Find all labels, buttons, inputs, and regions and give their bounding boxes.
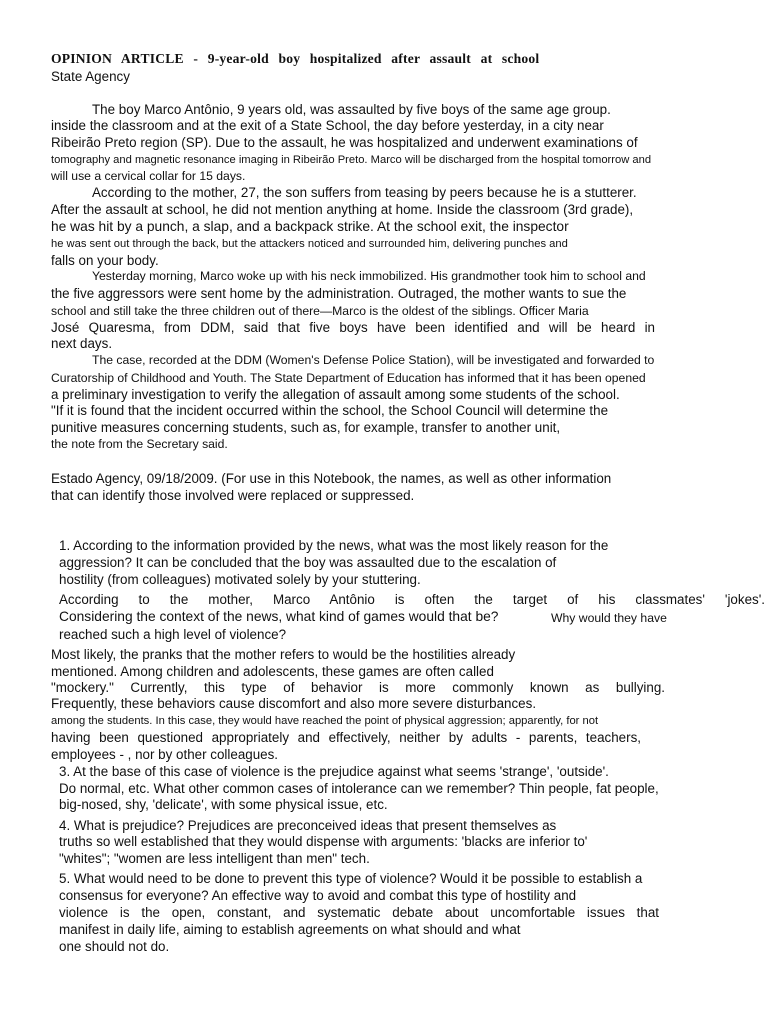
answer-line: aggression? It can be concluded that the boy was assaulted due to the escalation of [59,555,557,570]
article-line: the note from the Secretary said. [51,437,228,451]
answer-line: big-nosed, shy, 'delicate', with some physical issue, etc. [59,797,388,812]
question-3: 3. At the base of this case of violence is the prejudice against what seems 'strange', 'outside'. [59,764,609,779]
answer-line: having been questioned appropriately and effectively, neither by adults - parents, teachers, [51,730,641,745]
credit-line: Estado Agency, 09/18/2009. (For use in this Notebook, the names, as well as other information [51,471,612,486]
answer-line: Frequently, these behaviors cause discomfort and also more severe disturbances. [51,696,537,711]
article-line: Ribeirão Preto region (SP). Due to the assault, he was hospitalized and underwent examinations of [51,135,638,150]
answer-line: Do normal, etc. What other common cases of intolerance can we remember? Thin people, fat people, [59,781,659,796]
question-1: 1. According to the information provided by the news, what was the most likely reason for the [59,538,609,553]
article-line: falls on your body. [51,253,159,268]
answer-line: among the students. In this case, they would have reached the point of physical aggression; apparently, for not [51,715,599,727]
article-line: The case, recorded at the DDM (Women's Defense Police Station), will be investigated and forwarded to [92,353,655,367]
question-line: Why would they have [551,611,667,625]
question-2: According to the mother, Marco Antônio is often the target of his classmates' 'jokes'. [59,592,765,607]
article-line: According to the mother, 27, the son suffers from teasing by peers because he is a stutterer. [92,185,637,200]
answer-line: hostility (from colleagues) motivated solely by your stuttering. [59,572,421,587]
answer-line: employees - , nor by other colleagues. [51,747,279,762]
article-source: State Agency [51,69,130,84]
article-line: he was hit by a punch, a slap, and a backpack strike. At the school exit, the inspector [51,219,569,234]
article-line: Curatorship of Childhood and Youth. The State Department of Education has informed that it has been opened [51,371,646,385]
article-line: the five aggressors were sent home by the administration. Outraged, the mother wants to sue the [51,286,627,301]
article-line: tomography and magnetic resonance imaging in Ribeirão Preto. Marco will be discharged from the hospital tomorrow and [51,154,652,166]
answer-line: manifest in daily life, aiming to establish agreements on what should and what [59,922,521,937]
article-line: punitive measures concerning students, such as, for example, transfer to another unit, [51,420,561,435]
article-line: school and still take the three children out of there—Marco is the oldest of the siblings. Officer Maria [51,304,589,318]
article-line: After the assault at school, he did not mention anything at home. Inside the classroom (3rd grade), [51,202,634,217]
question-line: Considering the context of the news, what kind of games would that be? [59,609,499,624]
answer-line: violence is the open, constant, and systematic debate about uncomfortable issues that [59,905,659,920]
article-line: "If it is found that the incident occurred within the school, the School Council will determine the [51,403,609,418]
answer-line: consensus for everyone? An effective way to avoid and combat this type of hostility and [59,888,577,903]
article-line: José Quaresma, from DDM, said that five boys have been identified and will be heard in [51,320,655,335]
answer-line: one should not do. [59,939,170,954]
article-line: a preliminary investigation to verify the allegation of assault among some students of the school. [51,387,620,402]
answer-line: Most likely, the pranks that the mother refers to would be the hostilities already [51,647,516,662]
article-title: OPINION ARTICLE - 9-year-old boy hospitalized after assault at school [51,51,540,66]
answer-line: "whites"; "women are less intelligent than men" tech. [59,851,370,866]
article-line: will use a cervical collar for 15 days. [51,169,246,183]
article-line: he was sent out through the back, but the attackers noticed and surrounded him, delivering punches and [51,238,568,250]
article-line: The boy Marco Antônio, 9 years old, was assaulted by five boys of the same age group. [92,102,611,117]
answer-line: truths so well established that they would dispense with arguments: 'blacks are inferior to' [59,834,588,849]
article-line: inside the classroom and at the exit of a State School, the day before yesterday, in a city near [51,118,604,133]
article-line: Yesterday morning, Marco woke up with his neck immobilized. His grandmother took him to school and [92,269,646,283]
credit-line: that can identify those involved were replaced or suppressed. [51,488,415,503]
answer-line: "mockery." Currently, this type of behavior is more commonly known as bullying. [51,680,665,695]
answer-line: mentioned. Among children and adolescents, these games are often called [51,664,494,679]
question-5: 5. What would need to be done to prevent this type of violence? Would it be possible to establish a [59,871,643,886]
question-4: 4. What is prejudice? Prejudices are preconceived ideas that present themselves as [59,818,557,833]
article-line: next days. [51,336,113,351]
question-line: reached such a high level of violence? [59,627,287,642]
